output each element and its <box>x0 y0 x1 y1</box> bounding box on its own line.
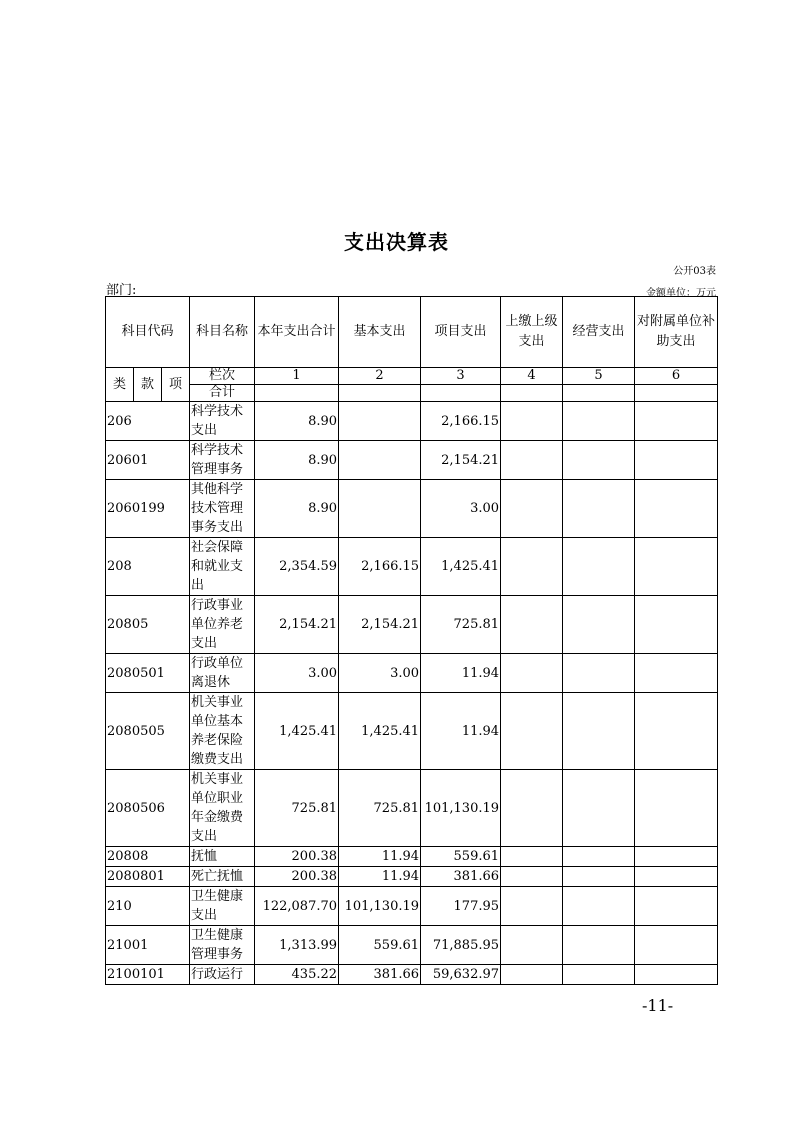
subject-name: 行政运行 <box>190 965 255 985</box>
amount-c2: 2,154.21 <box>339 596 421 654</box>
column-number: 4 <box>501 368 563 385</box>
total-cell <box>563 385 635 402</box>
column-number: 1 <box>255 368 339 385</box>
table-row <box>106 441 718 480</box>
amount-c4 <box>501 596 563 654</box>
amount-c4 <box>501 965 563 985</box>
total-cell <box>421 385 501 402</box>
amount-c3: 11.94 <box>421 693 501 770</box>
header-col3: 项目支出 <box>421 297 501 368</box>
amount-c5 <box>563 480 635 538</box>
amount-c3: 59,632.97 <box>421 965 501 985</box>
amount-c2 <box>339 441 421 480</box>
subject-name: 科学技术管理事务 <box>190 441 255 480</box>
header-row <box>106 297 718 368</box>
header-col2: 基本支出 <box>339 297 421 368</box>
amount-c5 <box>563 847 635 867</box>
amount-c2: 3.00 <box>339 654 421 693</box>
amount-c1: 200.38 <box>255 867 339 887</box>
amount-c1: 122,087.70 <box>255 887 339 926</box>
amount-c4 <box>501 847 563 867</box>
subject-code: 208 <box>106 538 190 596</box>
amount-c5 <box>563 441 635 480</box>
amount-c2 <box>339 480 421 538</box>
table-row <box>106 965 718 985</box>
amount-c5 <box>563 402 635 441</box>
header-col1: 本年支出合计 <box>255 297 339 368</box>
total-cell <box>501 385 563 402</box>
amount-c2: 11.94 <box>339 867 421 887</box>
amount-c2: 2,166.15 <box>339 538 421 596</box>
amount-c6 <box>635 596 718 654</box>
total-row <box>106 385 718 402</box>
amount-c6 <box>635 654 718 693</box>
amount-c5 <box>563 867 635 887</box>
amount-c4 <box>501 887 563 926</box>
amount-c3: 3.00 <box>421 480 501 538</box>
table-row <box>106 887 718 926</box>
total-cell <box>635 385 718 402</box>
table-row <box>106 770 718 847</box>
amount-c5 <box>563 926 635 965</box>
subject-code: 2060199 <box>106 480 190 538</box>
amount-c1: 2,154.21 <box>255 596 339 654</box>
amount-c3: 725.81 <box>421 596 501 654</box>
amount-c4 <box>501 770 563 847</box>
amount-c2: 725.81 <box>339 770 421 847</box>
subject-code: 21001 <box>106 926 190 965</box>
header-col4: 上缴上级支出 <box>501 297 563 368</box>
amount-c6 <box>635 480 718 538</box>
subject-name: 卫生健康管理事务 <box>190 926 255 965</box>
header-name: 科目名称 <box>190 297 255 368</box>
total-label: 合计 <box>190 385 255 402</box>
amount-c3: 2,166.15 <box>421 402 501 441</box>
subject-name: 行政单位离退休 <box>190 654 255 693</box>
column-number: 5 <box>563 368 635 385</box>
amount-c1: 2,354.59 <box>255 538 339 596</box>
subject-name: 社会保障和就业支出 <box>190 538 255 596</box>
department-label: 部门: <box>106 283 137 298</box>
subject-code: 20805 <box>106 596 190 654</box>
header-lei: 类 <box>106 368 134 402</box>
subject-code: 206 <box>106 402 190 441</box>
table-row <box>106 926 718 965</box>
subject-code: 2080801 <box>106 867 190 887</box>
amount-unit: 金额单位：万元 <box>646 288 716 299</box>
amount-c1: 1,313.99 <box>255 926 339 965</box>
amount-c1: 725.81 <box>255 770 339 847</box>
header-xiang: 项 <box>162 368 190 402</box>
amount-c6 <box>635 847 718 867</box>
subject-code: 2080501 <box>106 654 190 693</box>
amount-c5 <box>563 693 635 770</box>
header-lanci: 栏次 <box>190 368 255 385</box>
amount-c4 <box>501 926 563 965</box>
amount-c3: 11.94 <box>421 654 501 693</box>
column-number: 6 <box>635 368 718 385</box>
table-row <box>106 402 718 441</box>
amount-c2: 11.94 <box>339 847 421 867</box>
subject-code: 20601 <box>106 441 190 480</box>
amount-c6 <box>635 887 718 926</box>
amount-c6 <box>635 965 718 985</box>
amount-c6 <box>635 926 718 965</box>
amount-c1: 200.38 <box>255 847 339 867</box>
subject-code: 2100101 <box>106 965 190 985</box>
amount-c4 <box>501 654 563 693</box>
table-row <box>106 654 718 693</box>
table-row <box>106 847 718 867</box>
column-number: 2 <box>339 368 421 385</box>
subject-code: 20808 <box>106 847 190 867</box>
amount-c3: 177.95 <box>421 887 501 926</box>
amount-c2: 101,130.19 <box>339 887 421 926</box>
amount-c6 <box>635 441 718 480</box>
column-number: 3 <box>421 368 501 385</box>
amount-c6 <box>635 402 718 441</box>
subject-code: 2080505 <box>106 693 190 770</box>
amount-c2: 1,425.41 <box>339 693 421 770</box>
amount-c4 <box>501 867 563 887</box>
subject-name: 死亡抚恤 <box>190 867 255 887</box>
table-row <box>106 538 718 596</box>
amount-c3: 381.66 <box>421 867 501 887</box>
header-col5: 经营支出 <box>563 297 635 368</box>
amount-c2: 559.61 <box>339 926 421 965</box>
amount-c1: 3.00 <box>255 654 339 693</box>
header-kuan: 款 <box>134 368 162 402</box>
total-cell <box>339 385 421 402</box>
expenditure-table <box>105 296 718 985</box>
amount-c5 <box>563 538 635 596</box>
page-number: -11- <box>642 996 674 1015</box>
amount-c5 <box>563 596 635 654</box>
amount-c1: 8.90 <box>255 480 339 538</box>
amount-c2 <box>339 402 421 441</box>
total-cell <box>255 385 339 402</box>
page-title: 支出决算表 <box>344 230 449 254</box>
amount-c4 <box>501 693 563 770</box>
amount-c3: 101,130.19 <box>421 770 501 847</box>
amount-c2: 381.66 <box>339 965 421 985</box>
table-row <box>106 693 718 770</box>
subject-name: 行政事业单位养老支出 <box>190 596 255 654</box>
amount-c4 <box>501 538 563 596</box>
subject-code: 2080506 <box>106 770 190 847</box>
amount-c5 <box>563 770 635 847</box>
amount-c4 <box>501 480 563 538</box>
header-col6: 对附属单位补助支出 <box>635 297 718 368</box>
amount-c6 <box>635 538 718 596</box>
amount-c1: 435.22 <box>255 965 339 985</box>
form-number: 公开03表 <box>673 266 716 277</box>
subject-name: 机关事业单位基本养老保险缴费支出 <box>190 693 255 770</box>
amount-c1: 8.90 <box>255 441 339 480</box>
amount-c3: 1,425.41 <box>421 538 501 596</box>
amount-c5 <box>563 654 635 693</box>
subject-name: 其他科学技术管理事务支出 <box>190 480 255 538</box>
amount-c1: 1,425.41 <box>255 693 339 770</box>
table-row <box>106 867 718 887</box>
amount-c3: 2,154.21 <box>421 441 501 480</box>
amount-c4 <box>501 441 563 480</box>
amount-c5 <box>563 887 635 926</box>
subject-name: 抚恤 <box>190 847 255 867</box>
column-number-row <box>106 368 718 385</box>
amount-c4 <box>501 402 563 441</box>
header-code: 科目代码 <box>106 297 190 368</box>
amount-c6 <box>635 693 718 770</box>
amount-c5 <box>563 965 635 985</box>
amount-c3: 559.61 <box>421 847 501 867</box>
subject-name: 机关事业单位职业年金缴费支出 <box>190 770 255 847</box>
amount-c3: 71,885.95 <box>421 926 501 965</box>
subject-name: 卫生健康支出 <box>190 887 255 926</box>
amount-c6 <box>635 770 718 847</box>
subject-code: 210 <box>106 887 190 926</box>
amount-c1: 8.90 <box>255 402 339 441</box>
subject-name: 科学技术支出 <box>190 402 255 441</box>
table-row <box>106 480 718 538</box>
table-row <box>106 596 718 654</box>
amount-c6 <box>635 867 718 887</box>
